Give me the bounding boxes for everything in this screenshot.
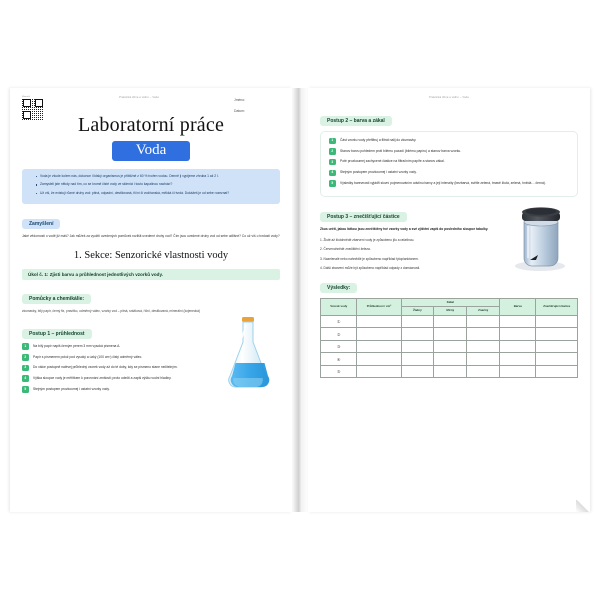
table-row[interactable]: [321, 353, 578, 366]
list-item: 3. Nazelenalé nebo nahnědlé je způsobeno například fytoplanktonem.: [320, 256, 419, 261]
date-field-label[interactable]: Datum:: [234, 109, 245, 113]
cell-color[interactable]: [500, 340, 536, 353]
procedure2-card: [320, 131, 578, 197]
cell-turbidity-strong[interactable]: [467, 340, 500, 353]
cell-particles[interactable]: [536, 328, 578, 341]
table-row[interactable]: [321, 365, 578, 378]
cell-turbidity-mild[interactable]: [434, 365, 467, 378]
task-banner: Úkol č. 1: Zjisti barvu a průhlednost jednotlivých vzorků vody.: [22, 269, 280, 280]
step-number-icon: 3: [22, 365, 29, 372]
step-text: Stanov barvu pohledem proti bílému pozadí (bílému papíru) a stanov barva vzorku.: [340, 148, 462, 153]
step-text: Poté prozkoumej zachycené částice na filtračním papíře a stanov zákal.: [340, 159, 445, 164]
step-number-icon: 2: [329, 148, 336, 155]
running-head-left: Praktická dílna a vědro – Voda: [119, 96, 159, 99]
procedure3-lead: Zkus určit, jakou látkou jsou znečištěny tvé vzorky vody a své zjištění zapiš do posledního sloupce tabulky.: [320, 226, 489, 231]
running-head-right: Praktická dílna a vědro – Voda: [429, 96, 469, 99]
cell-turbidity-strong[interactable]: [467, 315, 500, 328]
left-page-header: [22, 96, 280, 113]
col-turbidity-none: Žádný: [401, 307, 434, 316]
step-number-icon: 1: [22, 343, 29, 350]
step-number-icon: 3: [329, 159, 336, 166]
step-item: [329, 149, 569, 154]
cell-color[interactable]: [500, 315, 536, 328]
col-particles: Znečišťující částice: [536, 298, 578, 315]
cell-turbidity-none[interactable]: [401, 328, 434, 341]
glass-jar-illustration: [514, 200, 576, 274]
cell-turbidity-mild[interactable]: [434, 353, 467, 366]
cell-turbidity-none[interactable]: [401, 365, 434, 378]
step-text: Stejným postupem prozkoumej i ostatní vzorky vody.: [33, 386, 110, 391]
cell-turbidity-none[interactable]: [401, 340, 434, 353]
cell-turbidity-mild[interactable]: [434, 328, 467, 341]
cell-turbidity-mild[interactable]: [434, 315, 467, 328]
table-row[interactable]: [321, 328, 578, 341]
list-item: 2. Červenohnědé znečištění železa.: [320, 247, 371, 252]
reflection-tag: Zamyšlení: [22, 219, 60, 229]
step-number-icon: 2: [22, 354, 29, 361]
cell-color[interactable]: [500, 365, 536, 378]
cell-particles[interactable]: [536, 365, 578, 378]
step-item: [329, 159, 569, 164]
step-text: Výška sloupce vody je měřítkem k porovnání zrnitosti; proto odečti a zapiš výšku vodní hladiny.: [33, 375, 172, 380]
qr-code-icon[interactable]: [22, 98, 44, 120]
cell-color[interactable]: [500, 328, 536, 341]
table-row[interactable]: [321, 340, 578, 353]
step-text: Další zbarvení může být způsobeno například odpady z domácnosti.: [323, 266, 421, 271]
name-field-label[interactable]: Jméno:: [234, 98, 246, 102]
table-row[interactable]: [321, 315, 578, 328]
procedure2-steps: [329, 138, 569, 186]
results-tag: Výsledky:: [320, 283, 357, 293]
row-label: ③: [321, 340, 357, 353]
table-body: [321, 315, 578, 378]
cell-particles[interactable]: [536, 353, 578, 366]
row-label: ①: [321, 315, 357, 328]
step-text: Červenohnědé znečištění železa.: [323, 247, 371, 252]
table-header-row: [321, 298, 578, 307]
cell-transparency[interactable]: [357, 365, 401, 378]
cell-particles[interactable]: [536, 315, 578, 328]
row-label: ④: [321, 353, 357, 366]
cell-color[interactable]: [500, 353, 536, 366]
book-gutter: [292, 88, 308, 512]
col-color: Barva: [500, 298, 536, 315]
tools-tag: Pomůcky a chemikálie:: [22, 294, 91, 304]
col-sample: Vzorek vody: [321, 298, 357, 315]
reflection-text: Jaké vědomosti o vodě již máš? Jak můžeš za využití uvedených pomůcek rozlišit uvedené druhy vod? Čím jsou uvedené druhy vod od sebe odlišné? Co už víš o tvrdosti vody?: [22, 234, 280, 239]
col-transparency: Průhlednost / cm³: [357, 298, 401, 315]
right-page: [308, 88, 590, 512]
cell-turbidity-strong[interactable]: [467, 353, 500, 366]
cell-transparency[interactable]: [357, 353, 401, 366]
procedure1-tag: Postup 1 – průhlednost: [22, 329, 92, 339]
cell-particles[interactable]: [536, 340, 578, 353]
step-number-icon: 4: [329, 170, 336, 177]
col-turbidity-mild: Mírný: [434, 307, 467, 316]
section-heading: 1. Sekce: Senzorické vlastnosti vody: [73, 249, 229, 261]
cell-turbidity-strong[interactable]: [467, 365, 500, 378]
step-number-icon: 5: [329, 180, 336, 187]
cell-turbidity-mild[interactable]: [434, 340, 467, 353]
intro-bullet: Už víš, že existují různé druhy vod: pitná, odpadní, destilovaná, říční či vodňanská, měkká či tvrdá. Dokážeš je od sebe rozeznat?: [36, 191, 273, 196]
step-number-icon: 4: [22, 375, 29, 382]
step-text: Do válce postupně nalévej průhledný vzorek vody až do té doby, kdy se písmeno stane nečitelným.: [33, 365, 178, 370]
step-text: Žluté až žlutohnědé zbarvení vody je způsobeno jílu a rašelinou.: [323, 237, 415, 242]
left-page: [10, 88, 292, 512]
step-number-icon: 1: [329, 138, 336, 145]
row-label: ⑤: [321, 365, 357, 378]
list-item: 4. Další zbarvení může být způsobeno například odpady z domácnosti.: [320, 266, 421, 271]
cell-transparency[interactable]: [357, 315, 401, 328]
tools-text: zkumavky, bílý papír, černý fix, pravítko, odměrný válec, vzorky vod – pitná, srážková, říční, destilovaná, minerální (kojenecká): [22, 308, 200, 313]
qr-caption: Materiál: [22, 96, 30, 98]
page-curl: [576, 500, 590, 512]
cell-turbidity-none[interactable]: [401, 353, 434, 366]
cell-transparency[interactable]: [357, 340, 401, 353]
step-item: [329, 181, 569, 186]
procedure3-tag: Postup 3 – znečišťující částice: [320, 212, 407, 222]
intro-bullet: Zamysleli jste někdy nad tím, co se kromě čisté vody ve sklenici i touto kapalinou nachází?: [36, 182, 273, 187]
step-text: Nazelenalé nebo nahnědlé je způsobeno například fytoplanktonem.: [323, 256, 419, 261]
step-text: Část vzorku vody přefiltruj a filtrát nalij do zkumavky.: [340, 138, 417, 142]
erlenmeyer-flask-illustration: [218, 316, 278, 394]
col-turbidity-strong: Značný: [467, 307, 500, 316]
step-text: Stejným postupem prozkoumej i ostatní vzorky vody.: [340, 170, 417, 175]
step-text: Výsledky barevnosti vyjádři slovní pojmenováním odstínu barvy a její intenzity (bezbarvá, světle zelená, tmavě žlutá, zelená, hnědá… černá).: [340, 180, 546, 185]
col-turbidity: Zákal: [401, 298, 500, 307]
step-text: Na bílý papír napiš černým perem 3 mm vysoká písmena A.: [33, 343, 121, 348]
list-item: 1. Žluté až žlutohnědé zbarvení vody je způsobeno jílu a rašelinou.: [320, 237, 415, 242]
cell-turbidity-strong[interactable]: [467, 328, 500, 341]
page-title: Laboratorní práce: [77, 114, 225, 136]
step-number-icon: 5: [22, 386, 29, 393]
row-label: ②: [321, 328, 357, 341]
cell-turbidity-none[interactable]: [401, 315, 434, 328]
intro-bullet: Voda je všude kolem nás, dokonce i lidský organismus je přibližně z 60 % tvořen vodou. Denně ji vypijeme zhruba 1 až 2 l.: [36, 174, 273, 179]
step-text: Papír s písmenem polož pod vysoký a úzký (100 cm³) čistý odměrný válec.: [33, 354, 143, 359]
step-item: [329, 170, 569, 175]
intro-info-box: [22, 169, 280, 204]
book-spread: [10, 88, 590, 512]
cell-transparency[interactable]: [357, 328, 401, 341]
results-table[interactable]: [320, 298, 578, 379]
title-badge-voda: Voda: [112, 141, 190, 161]
step-item: [329, 138, 569, 143]
procedure2-tag: Postup 2 – barva a zákal: [320, 116, 392, 126]
